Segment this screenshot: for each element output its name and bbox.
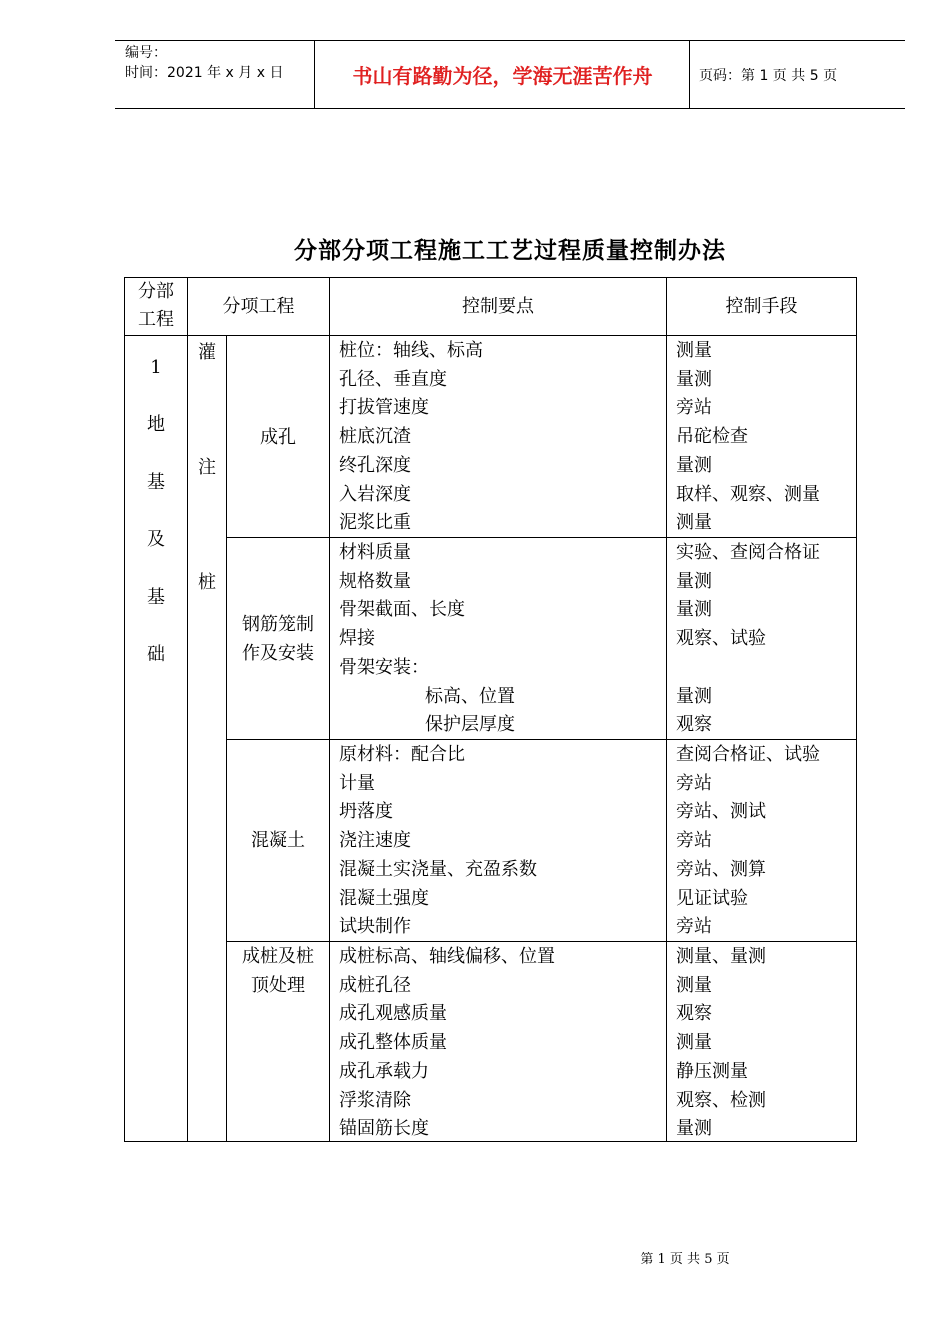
control-point: 混凝土强度 <box>339 887 429 909</box>
control-point: 浇注速度 <box>339 830 411 852</box>
subitem-pile-head: 成桩及桩 顶处理 <box>242 946 314 996</box>
control-mean: 实验、查阅合格证 <box>676 542 820 563</box>
pile-char: 桩 <box>198 571 216 593</box>
control-mean: 测量、量测 <box>676 946 766 967</box>
header-meta <box>115 41 315 108</box>
control-mean: 旁站 <box>676 397 712 419</box>
control-mean: 吊砣检查 <box>676 426 748 448</box>
control-point: 桩位：轴线、标高 <box>339 340 483 361</box>
subitem-drilling: 成孔 <box>260 427 296 448</box>
control-mean: 量测 <box>676 368 712 390</box>
control-mean <box>676 654 820 683</box>
subitem-concrete: 混凝土 <box>251 830 305 851</box>
control-point: 终孔深度 <box>339 454 411 476</box>
division-char: 础 <box>147 644 165 666</box>
control-mean: 观察、检测 <box>676 1089 766 1111</box>
control-point: 原材料：配合比 <box>339 744 465 765</box>
control-point: 坍落度 <box>339 801 393 823</box>
pile-label <box>188 296 226 640</box>
control-mean: 旁站 <box>676 916 712 938</box>
points-pile-head <box>339 943 555 1144</box>
division-char: 基 <box>147 471 165 493</box>
means-concrete <box>676 741 820 942</box>
control-mean: 取样、观察、测量 <box>676 483 820 505</box>
control-mean: 量测 <box>676 599 712 621</box>
control-point: 成孔承载力 <box>339 1060 429 1082</box>
control-point: 桩底沉渣 <box>339 426 411 448</box>
control-point: 成桩标高、轴线偏移、位置 <box>339 946 555 967</box>
control-point: 规格数量 <box>339 570 411 592</box>
document-title: 分部分项工程施工工艺过程质量控制办法 <box>294 237 726 264</box>
control-mean: 量测 <box>676 685 712 707</box>
means-rebar-cage <box>676 539 820 740</box>
control-mean: 量测 <box>676 570 712 592</box>
control-point: 浮浆清除 <box>339 1089 411 1111</box>
header-control-means: 控制手段 <box>725 296 798 317</box>
quality-control-table <box>124 277 857 1142</box>
pile-char: 灌 <box>198 342 216 363</box>
division-char: 地 <box>147 414 165 436</box>
control-point: 保护层厚度 <box>425 714 515 736</box>
control-point: 泥浆比重 <box>339 512 411 534</box>
control-mean: 旁站 <box>676 830 712 852</box>
control-mean: 见证试验 <box>676 887 748 909</box>
control-mean: 量测 <box>676 1118 712 1140</box>
points-concrete <box>339 741 537 942</box>
division-char: 及 <box>147 529 165 551</box>
control-point: 材料质量 <box>339 542 411 563</box>
header-division-text: 分部 工程 <box>138 281 174 330</box>
control-mean: 旁站、测算 <box>676 858 766 880</box>
pile-char: 注 <box>198 456 216 478</box>
control-mean: 量测 <box>676 454 712 476</box>
control-point: 标高、位置 <box>425 685 515 707</box>
points-drilling <box>339 337 483 538</box>
control-point: 骨架截面、长度 <box>339 599 465 621</box>
control-mean: 测量 <box>676 512 712 534</box>
division-label <box>125 339 187 683</box>
division-char: 1 <box>150 357 162 378</box>
control-point: 入岩深度 <box>339 483 411 505</box>
control-mean: 测量 <box>676 1032 712 1054</box>
header-motto: 书山有路勤为径，学海无涯苦作舟 <box>316 41 690 108</box>
control-point: 焊接 <box>339 628 375 650</box>
control-mean: 查阅合格证、试验 <box>676 744 820 765</box>
control-mean: 观察 <box>676 714 712 736</box>
control-mean: 测量 <box>676 974 712 996</box>
page-header <box>115 40 905 109</box>
header-subitem: 分项工程 <box>222 296 295 317</box>
header-division <box>125 278 187 334</box>
control-point: 混凝土实浇量、充盈系数 <box>339 858 537 880</box>
header-page-info: 页码：第 1 页 共 5 页 <box>699 67 838 84</box>
document-date-label: 时间：2021 年 x 月 x 日 <box>125 65 284 81</box>
control-mean: 测量 <box>676 340 712 361</box>
control-point: 孔径、垂直度 <box>339 368 447 390</box>
control-point: 成孔整体质量 <box>339 1032 447 1054</box>
control-mean: 观察、试验 <box>676 628 766 650</box>
control-point: 计量 <box>339 772 375 794</box>
points-rebar-cage <box>339 539 515 740</box>
control-point: 成孔观感质量 <box>339 1003 447 1025</box>
means-pile-head <box>676 943 766 1144</box>
document-number-label: 编号： <box>125 45 167 61</box>
control-point: 成桩孔径 <box>339 974 411 996</box>
control-mean: 旁站、测试 <box>676 801 766 823</box>
page-footer: 第 1 页 共 5 页 <box>640 1252 730 1267</box>
control-point: 锚固筋长度 <box>339 1118 429 1140</box>
control-mean: 旁站 <box>676 772 712 794</box>
control-point: 打拔管速度 <box>339 397 429 419</box>
control-point: 骨架安装： <box>339 656 429 678</box>
means-drilling <box>676 337 820 538</box>
header-control-points: 控制要点 <box>462 296 534 317</box>
control-mean: 观察 <box>676 1003 712 1025</box>
control-point: 试块制作 <box>339 916 411 938</box>
division-char: 基 <box>147 586 165 608</box>
control-mean: 静压测量 <box>676 1060 748 1082</box>
subitem-rebar-cage: 钢筋笼制 作及安装 <box>242 614 314 664</box>
